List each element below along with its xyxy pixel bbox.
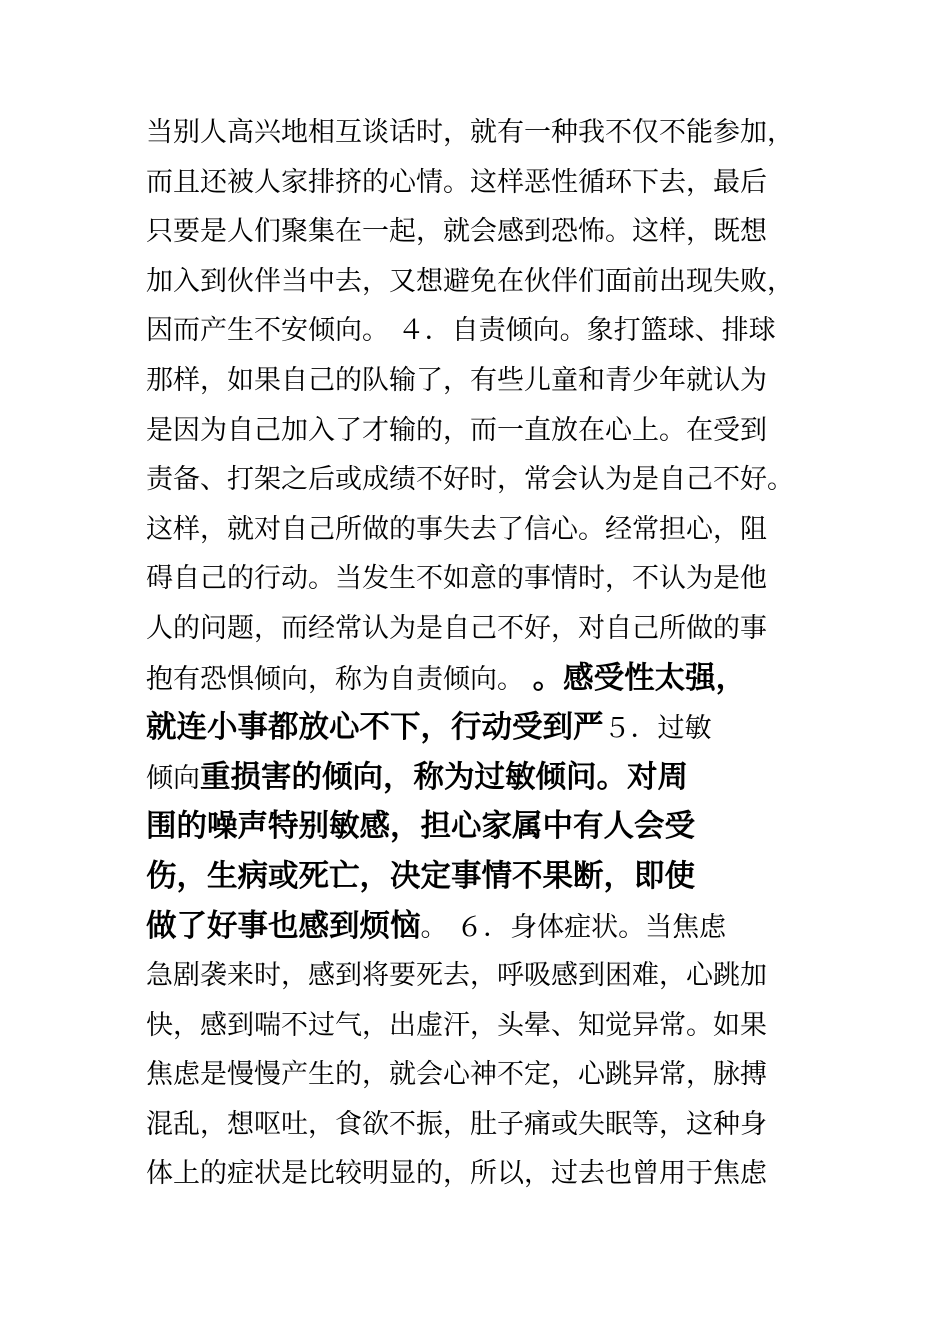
text-segment: 人的问题，而经常认为是自己不好，对自己所做的事 xyxy=(146,612,767,644)
text-line xyxy=(146,306,826,356)
text-line xyxy=(146,1100,826,1150)
text-segment: 那样，如果自己的队输了，有些儿童和青少年就认为 xyxy=(146,364,767,396)
text-line xyxy=(146,802,826,852)
text-line xyxy=(146,108,826,158)
text-segment: 。 ６．身体症状。当焦虑 xyxy=(420,911,727,943)
text-segment: 焦虑是慢慢产生的，就会心神不定，心跳异常，脉搏 xyxy=(146,1059,767,1091)
text-line xyxy=(146,1149,826,1199)
text-segment: 因而产生不安倾向。 ４．自责倾向。象打篮球、排球 xyxy=(146,315,776,347)
text-line xyxy=(146,951,826,1001)
body-text xyxy=(146,108,826,1199)
text-line xyxy=(146,505,826,555)
bold-text-segment: 做了好事也感到烦恼 xyxy=(146,908,421,944)
text-line xyxy=(146,158,826,208)
text-line xyxy=(146,1050,826,1100)
text-segment: 责备、打架之后或成绩不好时，常会认为是自己不好。 xyxy=(146,464,794,496)
text-line xyxy=(146,356,826,406)
text-segment: ５．过敏 xyxy=(603,713,712,745)
text-segment: 混乱，想呕吐，食欲不振，肚子痛或失眠等，这种身 xyxy=(146,1108,767,1140)
bold-text-segment: 。感受性太强， xyxy=(532,660,747,696)
text-line xyxy=(146,902,826,952)
text-segment: 而且还被人家排挤的心情。这样恶性循环下去，最后 xyxy=(146,166,767,198)
text-segment: 是因为自己加入了才输的，而一直放在心上。在受到 xyxy=(146,414,767,446)
bold-text-segment: 就连小事都放心不下，行动受到严 xyxy=(146,710,604,746)
text-segment: 只要是人们聚集在一起，就会感到恐怖。这样，既想 xyxy=(146,216,767,248)
text-line xyxy=(146,703,826,753)
text-line xyxy=(146,654,826,704)
text-line xyxy=(146,406,826,456)
text-line xyxy=(146,554,826,604)
text-line xyxy=(146,604,826,654)
text-segment: 倾向 xyxy=(146,762,200,794)
text-line xyxy=(146,207,826,257)
text-segment: 体上的症状是比较明显的，所以，过去也曾用于焦虑 xyxy=(146,1158,767,1190)
text-segment: 这样，就对自己所做的事失去了信心。经常担心，阻 xyxy=(146,513,767,545)
text-segment: 加入到伙伴当中去，又想避免在伙伴们面前出现失败， xyxy=(146,265,794,297)
text-segment: 碍自己的行动。当发生不如意的事情时，不认为是他 xyxy=(146,563,767,595)
text-line xyxy=(146,455,826,505)
text-line xyxy=(146,1001,826,1051)
bold-text-segment: 伤，生病或死亡，决定事情不果断，即使 xyxy=(146,858,695,894)
text-segment: 抱有恐惧倾向，称为自责倾向。 xyxy=(146,663,533,695)
text-line xyxy=(146,753,826,803)
text-line xyxy=(146,852,826,902)
text-segment: 快，感到喘不过气，出虚汗，头晕、知觉异常。如果 xyxy=(146,1009,767,1041)
text-segment: 急剧袭来时，感到将要死去，呼吸感到困难，心跳加 xyxy=(146,960,767,992)
bold-text-segment: 围的噪声特别敏感，担心家属中有人会受 xyxy=(146,809,695,845)
bold-text-segment: 重损害的倾向，称为过敏倾问。对周 xyxy=(200,759,688,795)
text-line xyxy=(146,257,826,307)
text-segment: 当别人高兴地相互谈话时，就有一种我不仅不能参加， xyxy=(146,117,794,148)
